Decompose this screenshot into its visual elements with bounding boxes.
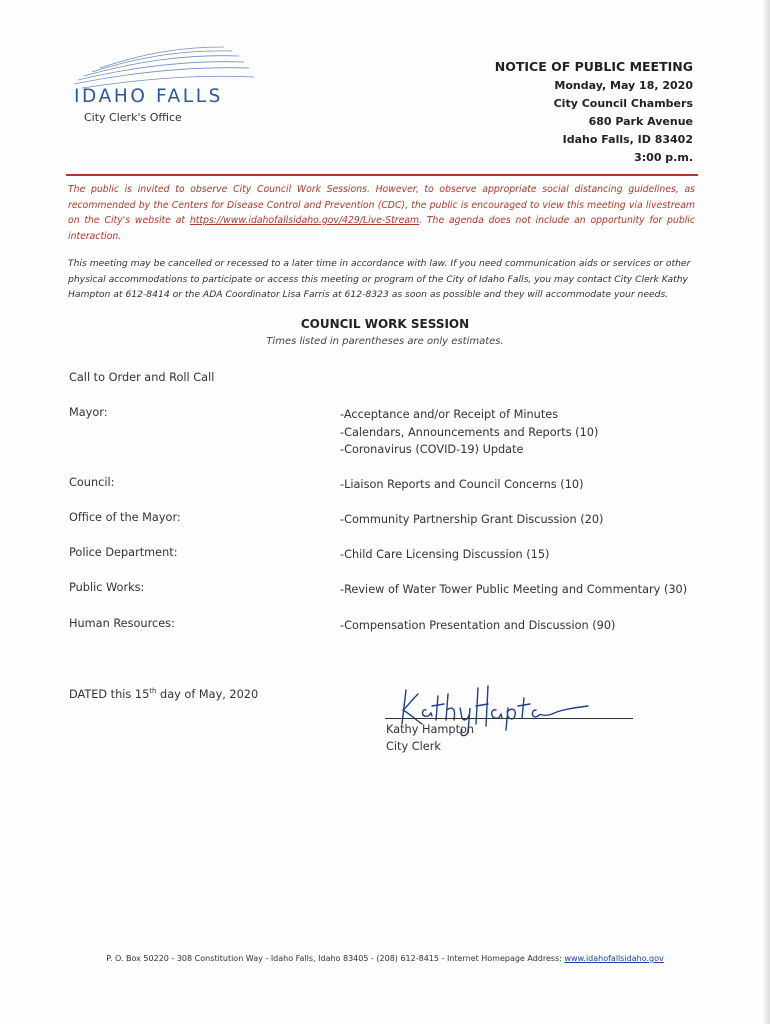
agenda-item: -Coronavirus (COVID-19) Update xyxy=(340,443,524,456)
page-edge xyxy=(764,0,770,1024)
dated-line xyxy=(69,687,258,701)
public-notice-text: The public is invited to observe City Council Work Sessions. However, to observe appropriate social distancing guidelines, as recommended by the Centers for Disease Control and Prevention (CDC), the public is encouraged to view this meeting via livestream on the City's website at xyxy=(68,184,695,226)
agenda-item: -Child Care Licensing Discussion (15) xyxy=(340,548,550,561)
meeting-venue: City Council Chambers xyxy=(553,97,693,110)
agenda-items xyxy=(340,617,615,635)
dated-ordinal: th xyxy=(149,687,157,695)
office-name: City Clerk's Office xyxy=(84,111,182,124)
agenda-item: -Compensation Presentation and Discussion (90) xyxy=(340,619,616,632)
meeting-header xyxy=(495,57,693,167)
agenda-dept: Police Department: xyxy=(69,546,178,559)
dated-prefix: DATED this 15 xyxy=(69,687,150,701)
accessibility-notice: This meeting may be cancelled or recessed to a later time in accordance with law. If you need communication aids or services or other physical accommodations to participate or access this meeting or program of the City of Idaho Falls, you may contact City Clerk Kathy Hampton at 612-8414 or the ADA Coordinator Lisa Farris at 612-8323 as soon as possible and they will accommodate your needs. xyxy=(68,258,691,300)
agenda-dept: Public Works: xyxy=(69,581,145,594)
agenda-item: -Calendars, Announcements and Reports (10) xyxy=(340,425,599,439)
dated-suffix: day of May, 2020 xyxy=(156,687,259,701)
signature-line xyxy=(385,718,633,719)
agenda-items xyxy=(340,546,549,564)
agenda-item: -Review of Water Tower Public Meeting and Commentary (30) xyxy=(340,583,688,596)
agenda-dept: Council: xyxy=(69,476,115,489)
agenda-dept: Human Resources: xyxy=(69,617,175,630)
signer-name: Kathy Hampton xyxy=(386,723,475,736)
agenda-items xyxy=(340,406,598,459)
signer-title: City Clerk xyxy=(386,740,441,753)
agenda-item: -Liaison Reports and Council Concerns (10) xyxy=(340,478,584,491)
meeting-address: 680 Park Avenue xyxy=(588,115,693,128)
agenda-items xyxy=(340,476,583,494)
homepage-link[interactable]: www.idahofallsidaho.gov xyxy=(564,954,664,963)
agenda-item: -Acceptance and/or Receipt of Minutes xyxy=(340,408,559,421)
notice-title: NOTICE OF PUBLIC MEETING xyxy=(494,59,693,74)
agenda-items xyxy=(340,581,687,599)
meeting-city: Idaho Falls, ID 83402 xyxy=(562,133,693,146)
session-title: COUNCIL WORK SESSION xyxy=(300,317,470,331)
call-to-order: Call to Order and Roll Call xyxy=(69,371,215,384)
session-subtitle: Times listed in parentheses are only estimates. xyxy=(266,336,504,347)
footer-text: P. O. Box 50220 - 308 Constitution Way - Idaho Falls, Idaho 83405 - (208) 612-8415 - Internet Homepage Address: xyxy=(106,954,565,963)
public-notice-text-end: . The agenda does not include an opportunity for public interaction. xyxy=(68,215,696,242)
agenda-dept: Office of the Mayor: xyxy=(69,511,181,524)
logo-text: IDAHO FALLS xyxy=(74,86,223,107)
agenda-dept: Mayor: xyxy=(69,406,108,419)
meeting-date: Monday, May 18, 2020 xyxy=(554,79,693,92)
header-divider xyxy=(66,174,698,176)
livestream-link[interactable]: https://www.idahofallsidaho.gov/429/Live-Stream xyxy=(189,215,420,226)
agenda-items xyxy=(340,511,603,529)
public-notice xyxy=(68,182,695,244)
meeting-time: 3:00 p.m. xyxy=(634,151,693,164)
footer xyxy=(0,954,770,963)
agenda-item: -Community Partnership Grant Discussion (20) xyxy=(340,513,604,526)
city-logo xyxy=(64,44,264,134)
